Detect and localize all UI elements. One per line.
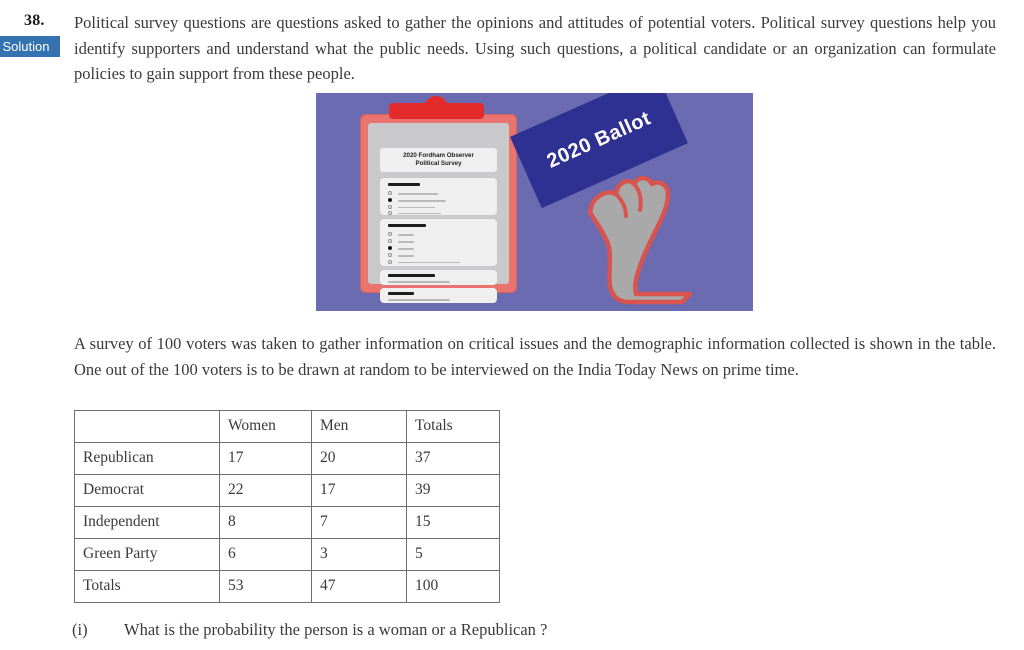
survey-title-line1: 2020 Fordham Observer <box>403 151 474 159</box>
demographic-table <box>74 410 500 603</box>
table-cell-party: Green Party <box>75 539 220 571</box>
table-row <box>75 539 500 571</box>
table-cell-totals: 39 <box>407 475 500 507</box>
table-cell-women: 17 <box>220 443 312 475</box>
table-header-cell-totals: Totals <box>407 411 500 443</box>
table-cell-totals: 100 <box>407 571 500 603</box>
clipboard-clip-icon <box>389 103 484 119</box>
solution-badge: Solution <box>0 36 60 57</box>
table-cell-party: Independent <box>75 507 220 539</box>
sub-question-i <box>72 618 547 642</box>
table-cell-men: 20 <box>312 443 407 475</box>
hand-icon <box>578 168 718 308</box>
table-cell-party: Democrat <box>75 475 220 507</box>
table-cell-women: 53 <box>220 571 312 603</box>
table-row <box>75 443 500 475</box>
survey-paragraph: A survey of 100 voters was taken to gather information on critical issues and the demographic information collected is shown in the table. One out of the 100 voters is to be drawn at random to be interviewed on the India Today News on prime time. <box>74 334 996 379</box>
table-cell-totals: 37 <box>407 443 500 475</box>
table-row <box>75 571 500 603</box>
intro-paragraph: Political survey questions are questions asked to gather the opinions and attitudes of potential voters. Political survey questions help you identify supporters and understand what the public needs. Using such questions, a political candidate or an organization can formulate policies to gain support from these people. <box>74 13 996 83</box>
table-cell-men: 47 <box>312 571 407 603</box>
survey-title-line2: Political Survey <box>415 160 462 167</box>
survey-question-block-1 <box>380 178 497 215</box>
table-row <box>75 475 500 507</box>
table-cell-women: 6 <box>220 539 312 571</box>
survey-question-block-2 <box>380 219 497 266</box>
table-cell-women: 8 <box>220 507 312 539</box>
clipboard-page <box>368 123 509 284</box>
sub-question-label: (i) <box>72 620 88 639</box>
table-cell-totals: 15 <box>407 507 500 539</box>
sub-question-text: What is the probability the person is a woman or a Republican ? <box>124 620 548 639</box>
question-number: 38. <box>24 12 45 29</box>
table-header-cell-men: Men <box>312 411 407 443</box>
table-cell-men: 17 <box>312 475 407 507</box>
survey-text-block-2 <box>380 288 497 303</box>
survey-text-block-1 <box>380 270 497 285</box>
table-cell-men: 3 <box>312 539 407 571</box>
table-cell-women: 22 <box>220 475 312 507</box>
clipboard-frame <box>360 114 517 293</box>
demographic-table-wrapper <box>74 410 500 603</box>
table-cell-party: Republican <box>75 443 220 475</box>
table-cell-men: 7 <box>312 507 407 539</box>
survey-illustration <box>316 93 753 311</box>
table-header-cell-women: Women <box>220 411 312 443</box>
table-header-cell-blank <box>75 411 220 443</box>
ballot-label: 2020 Ballot <box>543 106 655 173</box>
table-cell-totals: 5 <box>407 539 500 571</box>
table-header-row <box>75 411 500 443</box>
table-cell-party: Totals <box>75 571 220 603</box>
survey-title <box>380 148 497 172</box>
table-row <box>75 507 500 539</box>
